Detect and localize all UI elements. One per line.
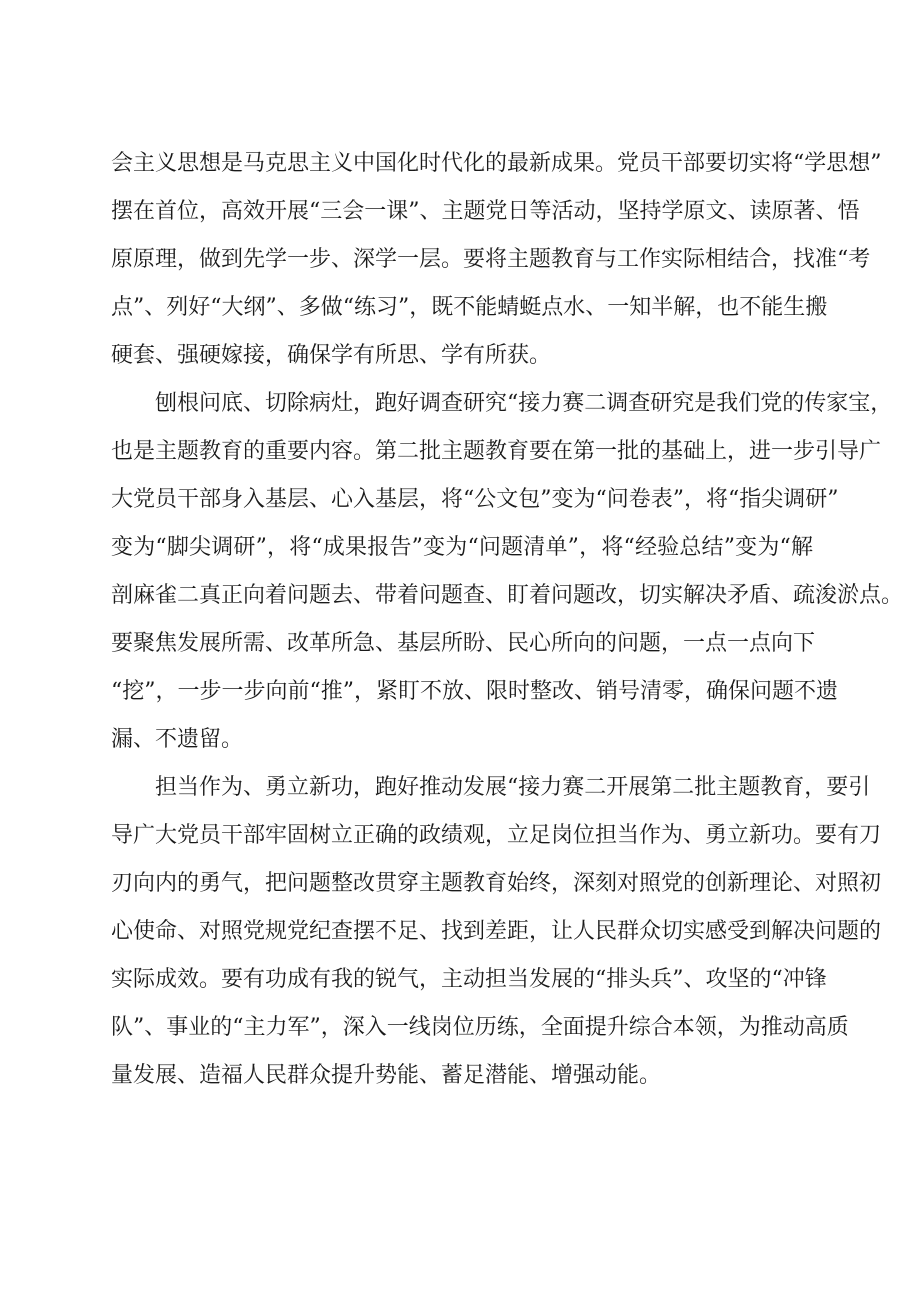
text-line: 队”、事业的“主力军”，深入一线岗位历练，全面提升综合本领，为推动高质 xyxy=(111,1015,849,1040)
text-line: 量发展、造福人民群众提升势能、蓄足潜能、增强动能。 xyxy=(111,1063,662,1088)
paragraph-2 xyxy=(111,380,904,764)
text-line: 会主义思想是马克思主义中国化时代化的最新成果。党员干部要切实将“学思想” xyxy=(111,151,882,176)
text-line: 实际成效。要有功成有我的锐气，主动担当发展的“排头兵”、攻坚的“冲锋 xyxy=(111,967,827,992)
text-line: 也是主题教育的重要内容。第二批主题教育要在第一批的基础上，进一步引导广 xyxy=(111,439,882,464)
text-line: 导广大党员干部牢固树立正确的政绩观，立足岗位担当作为、勇立新功。要有刀 xyxy=(111,823,882,848)
text-line: 大党员干部身入基层、心入基层，将“公文包”变为“问卷表”，将“指尖调研” xyxy=(111,487,839,512)
text-line: 点”、列好“大纲”、多做“练习”，既不能蜻蜓点水、一知半解，也不能生搬 xyxy=(111,295,828,320)
text-line: 原原理，做到先学一步、深学一层。要将主题教育与工作实际相结合，找准“考 xyxy=(111,247,871,272)
text-line: 漏、不遗留。 xyxy=(111,727,244,752)
text-line: 刃向内的勇气，把问题整改贯穿主题教育始终，深刻对照党的创新理论、对照初 xyxy=(111,871,882,896)
text-line: 担当作为、勇立新功，跑好推动发展“接力赛二开展第二批主题教育，要引 xyxy=(155,775,871,800)
text-line: 摆在首位，高效开展“三会一课”、主题党日等活动，坚持学原文、读原著、悟 xyxy=(111,199,860,224)
document-body xyxy=(111,140,904,1100)
text-line: 变为“脚尖调研”，将“成果报告”变为“问题清单”，将“经验总结”变为“解 xyxy=(111,535,813,560)
text-line: 要聚焦发展所需、改革所急、基层所盼、民心所向的问题，一点一点向下 xyxy=(111,631,816,656)
text-line: 刨根问底、切除病灶，跑好调查研究“接力赛二调查研究是我们党的传家宝， xyxy=(155,391,893,416)
text-line: 剖麻雀二真正向着问题去、带着问题查、盯着问题改，切实解决矛盾、疏浚淤点。 xyxy=(111,583,904,608)
paragraph-3 xyxy=(111,764,882,1100)
text-line: 心使命、对照党规党纪查摆不足、找到差距，让人民群众切实感受到解决问题的 xyxy=(111,919,882,944)
text-line: 硬套、强硬嫁接，确保学有所思、学有所获。 xyxy=(111,343,552,368)
paragraph-1 xyxy=(111,140,882,380)
text-line: “挖”，一步一步向前“推”，紧盯不放、限时整改、销号清零，确保问题不遗 xyxy=(111,679,838,704)
